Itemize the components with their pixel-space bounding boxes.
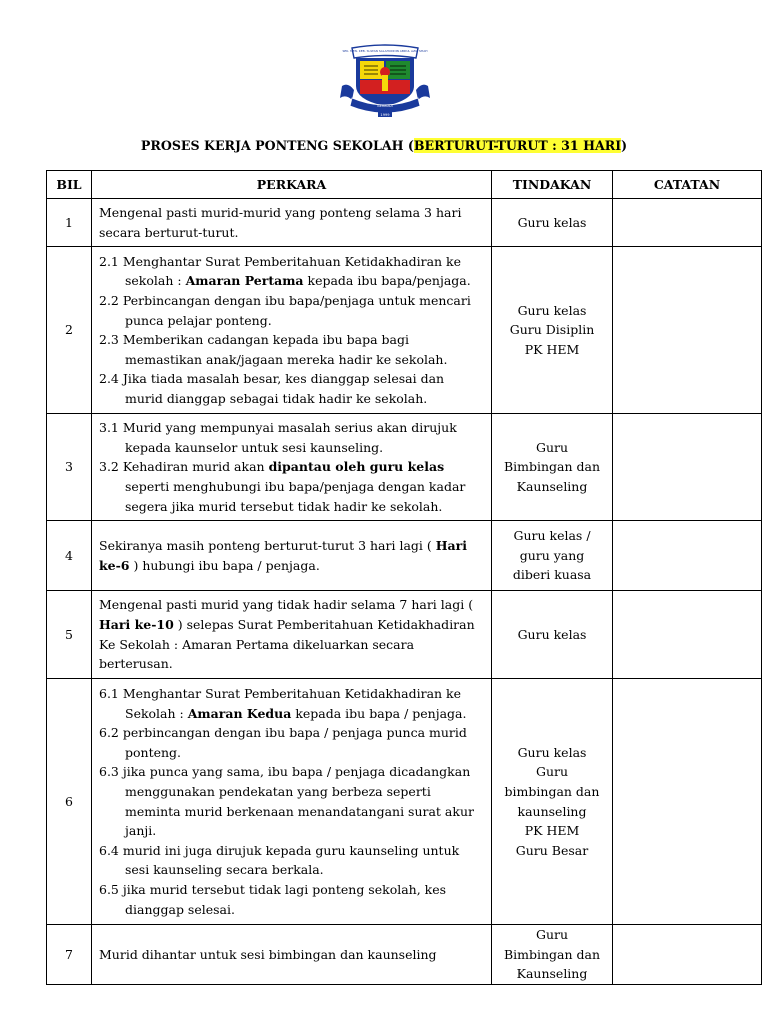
list-item: 6.5 jika murid tersebut tidak lagi ponteng sekolah, kes dianggap selesai. xyxy=(99,882,447,917)
tindakan-line: Guru kelas xyxy=(517,626,587,642)
tindakan-line: Guru kelas xyxy=(517,302,587,318)
tindakan-line: diberi kuasa xyxy=(512,567,592,583)
crest-scroll-text: BERBUDI xyxy=(377,104,393,108)
row-number: 2 xyxy=(47,247,92,414)
row-perkara xyxy=(92,521,492,591)
item-bold: Amaran Pertama xyxy=(185,273,304,289)
row-catatan xyxy=(613,521,762,591)
tindakan-line: PK HEM xyxy=(524,823,580,839)
title-highlight: BERTURUT-TURUT : 31 HARI xyxy=(413,138,622,153)
row-number: 3 xyxy=(47,414,92,521)
list-item xyxy=(99,457,485,516)
row-catatan xyxy=(613,414,762,521)
table-row xyxy=(47,199,762,247)
row-tindakan xyxy=(492,199,613,247)
tindakan-line: Kaunseling xyxy=(516,966,588,982)
list-item: 6.4 murid ini juga dirujuk kepada guru kaunseling untuk sesi kaunseling secara berkala. xyxy=(99,842,460,878)
tindakan-line: kaunseling xyxy=(517,803,587,819)
row-number: 1 xyxy=(47,199,92,247)
process-table xyxy=(46,170,762,985)
item-text: ) selepas Surat Pemberitahuan Ketidakhadiran Ke Sekolah : Amaran Pertama dikeluarkan secara berterusan. xyxy=(99,617,475,672)
item-bold: Hari ke-6 xyxy=(99,538,467,573)
item-bold: Hari ke-10 xyxy=(99,617,174,633)
table-row xyxy=(47,414,762,521)
list-item xyxy=(99,684,485,723)
row-tindakan xyxy=(492,521,613,591)
header-tindakan: TINDAKAN xyxy=(492,171,613,199)
list-item: 3.1 Murid yang mempunyai masalah serius akan dirujuk kepada kaunselor untuk sesi kaunseling. xyxy=(99,420,457,455)
school-crest-logo xyxy=(338,42,432,120)
tindakan-line: Guru Besar xyxy=(515,842,589,858)
row-tindakan xyxy=(492,591,613,679)
tindakan-line: Guru Disiplin xyxy=(509,322,595,338)
header-perkara: PERKARA xyxy=(92,171,492,199)
row-catatan xyxy=(613,679,762,925)
list-item: 6.2 perbincangan dengan ibu bapa / penjaga punca murid ponteng. xyxy=(99,725,467,760)
tindakan-line: Guru kelas xyxy=(517,214,587,230)
tindakan-line: guru yang xyxy=(519,547,585,563)
row-catatan xyxy=(613,247,762,414)
item-text: 6.1 Menghantar Surat Pemberitahuan Ketidakhadiran ke Sekolah : xyxy=(99,686,462,721)
item-text: Sekiranya masih ponteng berturut-turut 3 hari lagi ( xyxy=(99,538,436,554)
tindakan-line: Guru kelas / xyxy=(513,528,591,544)
row-perkara xyxy=(92,591,492,679)
page-title xyxy=(0,138,768,153)
header-catatan: CATATAN xyxy=(613,171,762,199)
item-bold: dipantau oleh guru kelas xyxy=(268,459,445,475)
table-row xyxy=(47,925,762,985)
row-perkara xyxy=(92,247,492,414)
tindakan-line: bimbingan dan xyxy=(504,784,600,800)
table-row xyxy=(47,521,762,591)
row-perkara xyxy=(92,679,492,925)
crest-year-text: 1999 xyxy=(380,113,390,117)
list-item: 2.3 Memberikan cadangan kepada ibu bapa bagi memastikan anak/jagaan mereka hadir ke sekolah. xyxy=(99,332,448,367)
tindakan-line: Guru kelas xyxy=(517,744,587,760)
row-number: 6 xyxy=(47,679,92,925)
item-text: 3.2 Kehadiran murid akan xyxy=(99,459,269,475)
row-number: 5 xyxy=(47,591,92,679)
row-number: 4 xyxy=(47,521,92,591)
item-text: 2.1 Menghantar Surat Pemberitahuan Ketidakhadiran ke sekolah : xyxy=(99,253,462,289)
row-catatan xyxy=(613,925,762,985)
row-tindakan xyxy=(492,414,613,521)
item-text: ) hubungi ibu bapa / penjaga. xyxy=(129,557,320,573)
table-header-row xyxy=(47,171,762,199)
table-row xyxy=(47,679,762,925)
row-number: 7 xyxy=(47,925,92,985)
item-text: kepada ibu bapa / penjaga. xyxy=(291,705,467,721)
header-bil: BIL xyxy=(47,171,92,199)
tindakan-line: Bimbingan dan xyxy=(503,459,601,475)
table-row xyxy=(47,247,762,414)
tindakan-line: Guru xyxy=(535,927,569,943)
crest-banner-text: SEK. MEN. KEB. SULTAN SALAHUDDIN ABDUL AZIZ SHAH xyxy=(342,49,428,53)
tindakan-line: PK HEM xyxy=(524,341,580,357)
row-tindakan xyxy=(492,247,613,414)
row-catatan xyxy=(613,199,762,247)
row-perkara: Mengenal pasti murid-murid yang ponteng selama 3 hari secara berturut-turut. xyxy=(92,199,492,247)
row-tindakan xyxy=(492,679,613,925)
title-suffix: ) xyxy=(621,138,628,153)
row-tindakan xyxy=(492,925,613,985)
tindakan-line: Bimbingan dan xyxy=(503,946,601,962)
list-item: 2.2 Perbincangan dengan ibu bapa/penjaga untuk mencari punca pelajar ponteng. xyxy=(99,293,471,328)
item-bold: Amaran Kedua xyxy=(187,705,292,721)
item-text: kepada ibu bapa/penjaga. xyxy=(303,273,471,289)
item-text: Mengenal pasti murid yang tidak hadir selama 7 hari lagi ( xyxy=(99,597,474,613)
list-item: 6.3 jika punca yang sama, ibu bapa / penjaga dicadangkan menggunakan pendekatan yang berbeza seperti meminta murid berkenaan menandatangani surat akur janji. xyxy=(99,764,474,839)
title-prefix: PROSES KERJA PONTENG SEKOLAH ( xyxy=(140,138,414,153)
list-item xyxy=(99,252,485,291)
list-item: 2.4 Jika tiada masalah besar, kes dianggap selesai dan murid dianggap sebagai tidak hadir ke sekolah. xyxy=(99,371,445,406)
row-catatan xyxy=(613,591,762,679)
row-perkara xyxy=(92,414,492,521)
row-perkara: Murid dihantar untuk sesi bimbingan dan kaunseling xyxy=(92,925,492,985)
tindakan-line: Guru xyxy=(535,439,569,455)
tindakan-line: Kaunseling xyxy=(516,478,588,494)
table-row xyxy=(47,591,762,679)
tindakan-line: Guru xyxy=(535,764,569,780)
item-text: seperti menghubungi ibu bapa/penjaga dengan kadar segera jika murid tersebut tidak hadir ke sekolah. xyxy=(125,478,466,514)
